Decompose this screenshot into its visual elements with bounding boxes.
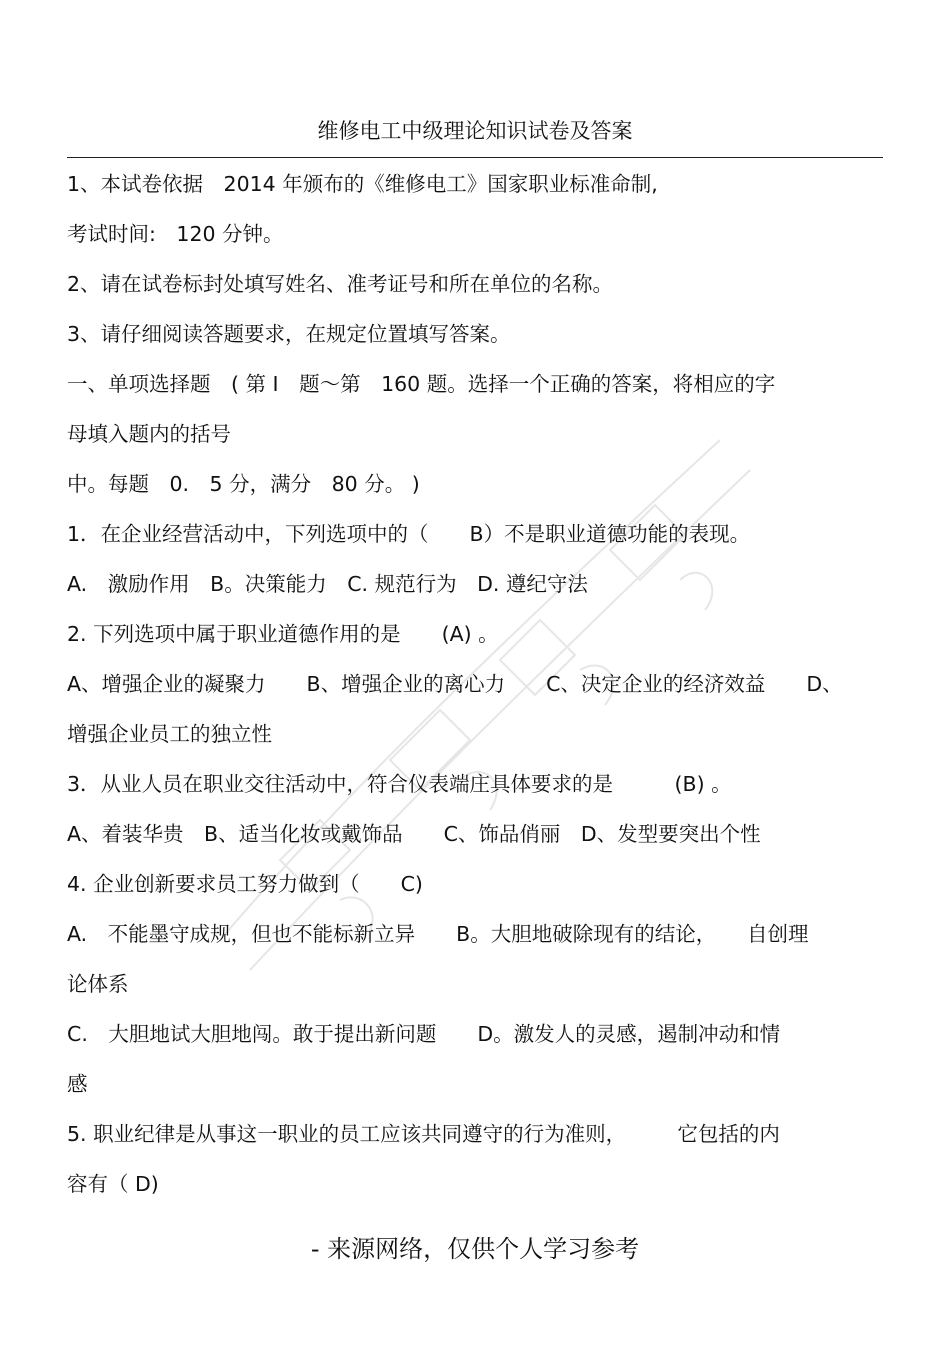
document-title: 维修电工中级理论知识试卷及答案 xyxy=(317,119,633,143)
text-line: 1、本试卷依据 2014 年颁布的《维修电工》国家职业标准命制, xyxy=(67,172,658,196)
question-5: 5. 职业纪律是从事这一职业的员工应该共同遵守的行为准则， 它包括的内 xyxy=(67,1122,780,1146)
question-1-options: A. 激励作用 B。决策能力 C. 规范行为 D. 遵纪守法 xyxy=(67,572,588,596)
question-4-options-2-cont: 感 xyxy=(67,1072,88,1096)
question-2-options: A、增强企业的凝聚力 B、增强企业的离心力 C、决定企业的经济效益 D、 xyxy=(67,672,843,696)
question-4-options-2: C. 大胆地试大胆地闯。敢于提出新问题 D。激发人的灵感，遏制冲动和情 xyxy=(67,1022,781,1046)
question-5-cont: 容有（ D) xyxy=(67,1172,159,1196)
question-3-options: A、着装华贵 B、适当化妆或戴饰品 C、饰品俏丽 D、发型要突出个性 xyxy=(67,822,761,846)
text-line: 2、请在试卷标封处填写姓名、准考证号和所在单位的名称。 xyxy=(67,272,614,296)
title-divider xyxy=(67,157,883,158)
question-1: 1．在企业经营活动中，下列选项中的（ B）不是职业道德功能的表现。 xyxy=(67,522,751,546)
document-body xyxy=(67,165,883,1215)
question-2: 2. 下列选项中属于职业道德作用的是 (A) 。 xyxy=(67,622,499,646)
text-line: 3、请仔细阅读答题要求，在规定位置填写答案。 xyxy=(67,322,511,346)
question-4-options-cont: 论体系 xyxy=(67,972,129,996)
text-line: 考试时间: 120 分钟。 xyxy=(67,222,284,246)
question-4: 4. 企业创新要求员工努力做到（ C) xyxy=(67,872,423,896)
text-line: 母填入题内的括号 xyxy=(67,422,231,446)
section-heading: 一、单项选择题 ( 第 I 题～第 160 题。选择一个正确的答案，将相应的字 xyxy=(67,372,776,396)
text-line: 中。每题 0. 5 分，满分 80 分。 ) xyxy=(67,472,420,496)
question-4-options: A. 不能墨守成规，但也不能标新立异 B。大胆地破除现有的结论， 自创理 xyxy=(67,922,809,946)
question-3: 3．从业人员在职业交往活动中，符合仪表端庄具体要求的是 (B) 。 xyxy=(67,772,732,796)
page-footer: - 来源网络，仅供个人学习参考 xyxy=(310,1235,640,1263)
question-2-options-cont: 增强企业员工的独立性 xyxy=(67,722,272,746)
